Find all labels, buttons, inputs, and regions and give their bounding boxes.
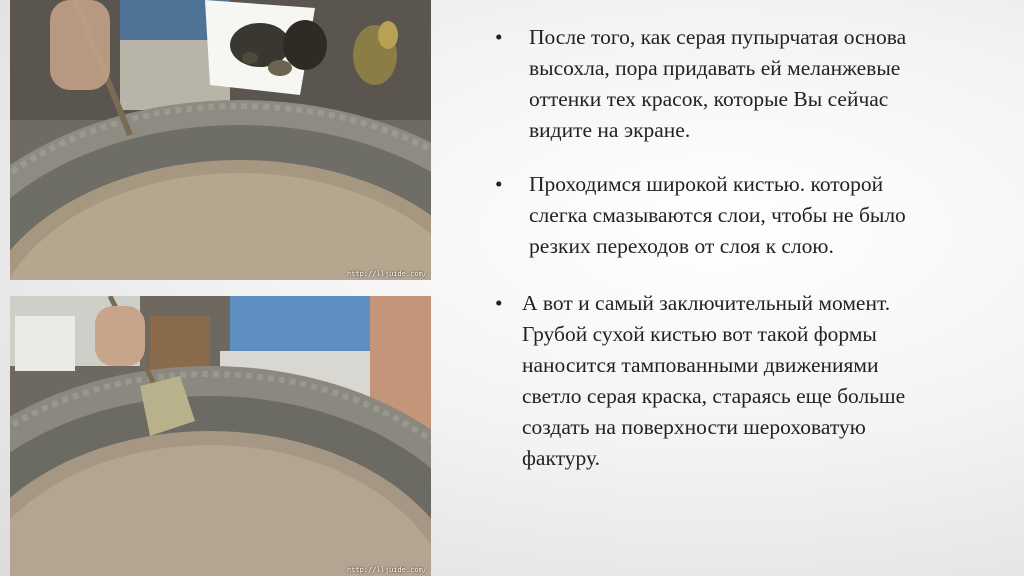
bullet-text: А вот и самый заключительный момент. Грубой сухой кистью вот такой формы наносится тампованными движениями светло серая краска, стараясь еще больше создать на поверхности шероховатую фактуру. xyxy=(522,291,906,470)
bullet-text: После того, как серая пупырчатая основа высохла, пора придавать ей меланжевые оттенки тех красок, которые Вы сейчас видите на экране. xyxy=(529,25,907,142)
bullet-marker: • xyxy=(495,25,503,49)
bullet-marker: • xyxy=(495,172,503,196)
photo-watermark: http://lljuide.com/ xyxy=(346,270,427,278)
photo-bottom-image xyxy=(10,296,431,576)
bullet-item xyxy=(495,22,906,146)
photo-painting-frame xyxy=(10,0,431,280)
bullet-item xyxy=(495,288,905,474)
photo-watermark: http://lljuide.com/ xyxy=(346,566,427,574)
photo-dry-brush-stippling xyxy=(10,296,431,576)
bullet-item xyxy=(495,169,906,262)
photo-top-image xyxy=(10,0,431,280)
bullet-text: Проходимся широкой кистью. которой слегка смазываются слои, чтобы не было резких переходов от слоя к слою. xyxy=(529,172,906,258)
bullet-marker: • xyxy=(495,291,503,315)
